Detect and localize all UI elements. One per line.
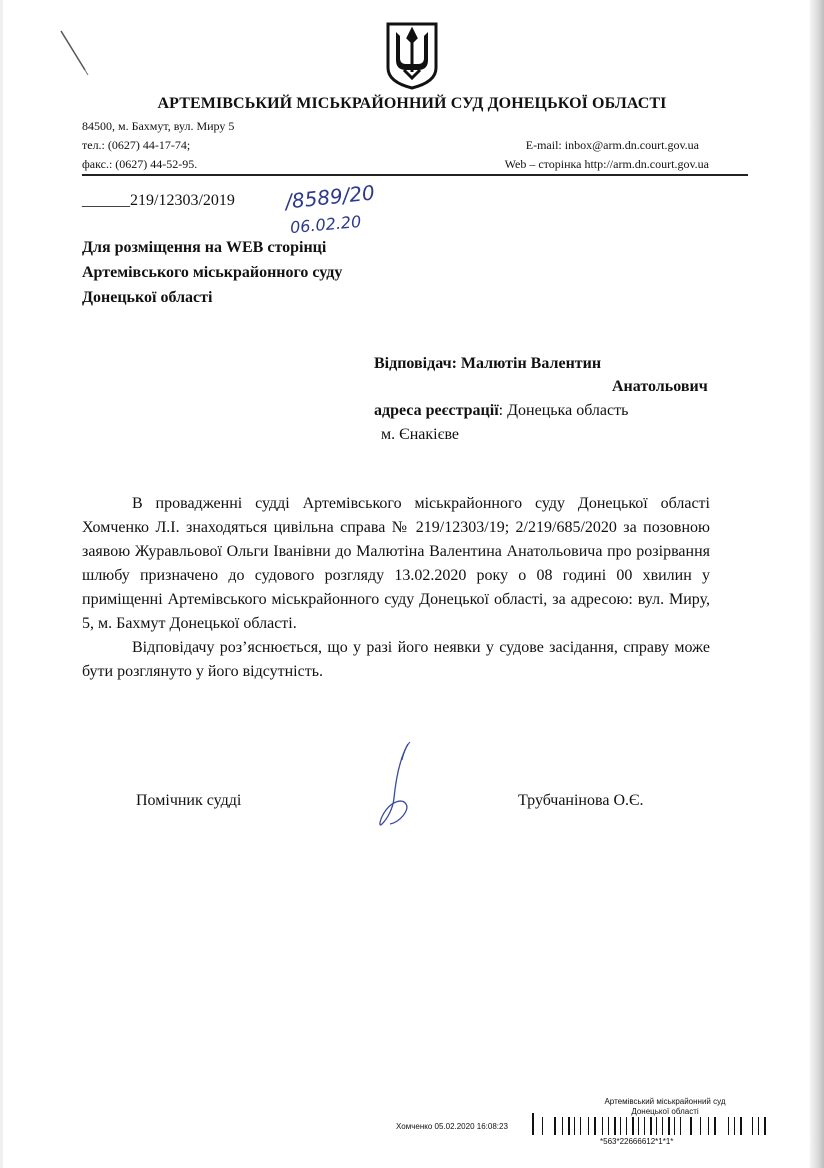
- court-title: АРТЕМІВСЬКИЙ МІСЬКРАЙОННИЙ СУД ДОНЕЦЬКОЇ ОБЛАСТІ: [157, 95, 667, 112]
- court-phone: тел.: (0627) 44-17-74;: [82, 138, 191, 152]
- handwritten-signature: [360, 738, 430, 838]
- court-email: E-mail: inbox@arm.dn.court.gov.ua: [525, 138, 699, 152]
- reference-blank: ______: [82, 192, 130, 209]
- court-web: Web – сторінка http://arm.dn.court.gov.ua: [504, 157, 709, 171]
- court-address: 84500, м. Бахмут, вул. Миру 5: [82, 119, 235, 133]
- footer-stamp-line2: Донецької області: [631, 1107, 699, 1116]
- signatory-position: Помічник судді: [136, 792, 242, 809]
- registration-region: : Донецька область: [498, 402, 629, 419]
- court-fax: факс.: (0627) 44-52-95.: [82, 157, 198, 171]
- notice-body: [82, 492, 710, 684]
- registration-address: [374, 399, 628, 423]
- outgoing-reference: [82, 192, 235, 210]
- defendant-line1: [374, 352, 601, 376]
- notice-paragraph-1: В провадженні судді Артемівського міськрайонного суду Донецької області Хомченко Л.І. знаходяться цивільна справа № 219/12303/19; 2/219/685/2020 за позовною заявою Журавльової Ольги Іванівни до Малютіна Валентина Анатольовича про розірвання шлюбу призначено до судового розгляду 13.02.2020 року о 08 годині 00 хвилин у приміщенні Артемівського міськрайонного суду Донецької області, за адресою: вул. Миру, 5, м. Бахмут Донецької області.: [82, 495, 710, 632]
- header-divider: [82, 174, 748, 176]
- pen-mark: [55, 25, 95, 80]
- defendant-name-line2: Анатольович: [612, 378, 708, 395]
- registration-label: адреса реєстрації: [374, 402, 499, 419]
- notice-paragraph-2: Відповідачу роз’яснюється, що у разі його неявки у судове засідання, справу може бути розглянуто у його відсутність.: [82, 639, 710, 680]
- placement-note-line1: Для розміщення на WEB сторінці: [82, 239, 327, 256]
- placement-note-line3: Донецької області: [82, 289, 213, 306]
- signatory-name: Трубчанінова О.Є.: [518, 792, 644, 809]
- scan-right-edge: [810, 0, 824, 1168]
- barcode-text: *563*22666612*1*1*: [600, 1137, 674, 1146]
- footer-created: Хомченко 05.02.2020 16:08:23: [396, 1122, 508, 1131]
- defendant-label: Відповідач:: [374, 355, 457, 372]
- handwritten-registration: /8589/20: [283, 180, 376, 214]
- defendant-name-line1: Малютін Валентин: [460, 355, 602, 372]
- handwritten-date: 06.02.20: [289, 211, 362, 238]
- footer-stamp-line1: Артемівський міськрайонний суд: [604, 1097, 726, 1106]
- trident-emblem-icon: [384, 20, 440, 90]
- registration-city: м. Єнакієве: [381, 426, 459, 443]
- scan-left-edge: [0, 0, 3, 1168]
- barcode: [532, 1113, 772, 1135]
- case-number: 219/12303/2019: [130, 192, 235, 209]
- placement-note-line2: Артемівського міськрайонного суду: [82, 264, 343, 281]
